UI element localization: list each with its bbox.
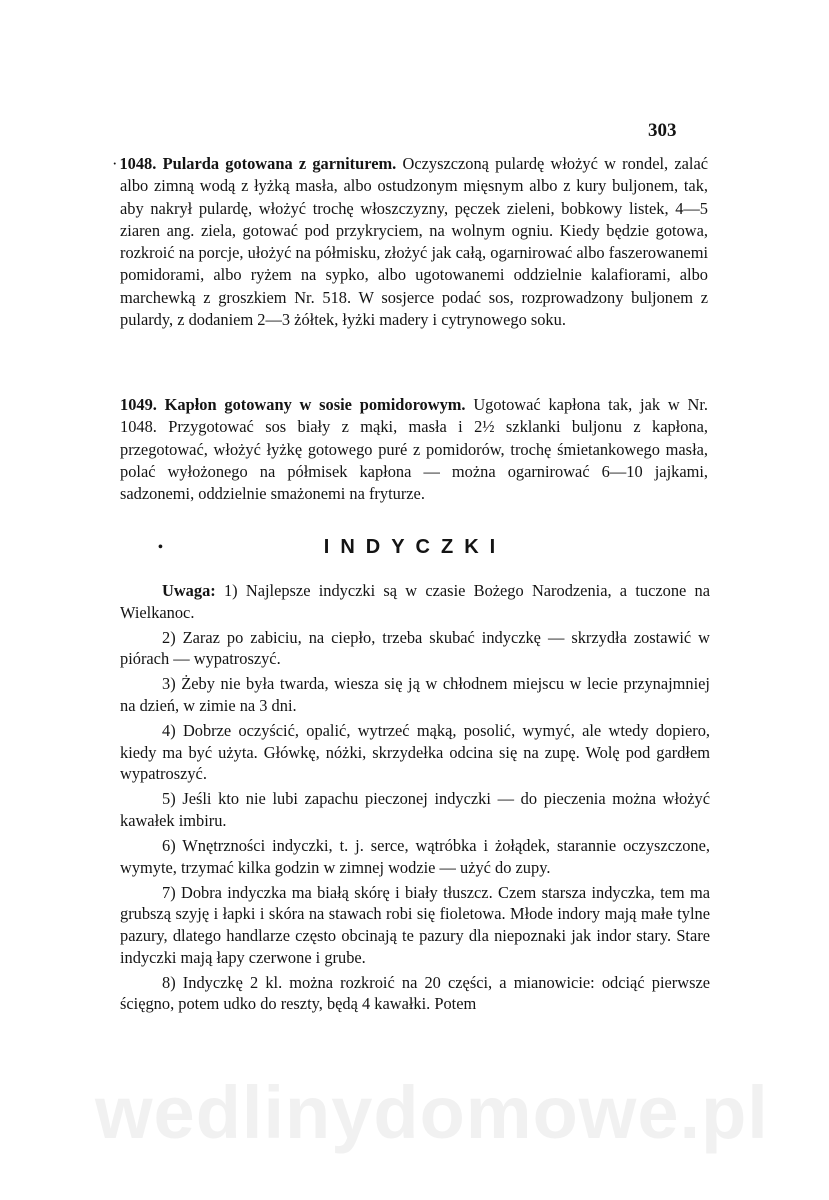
- recipe-1049: [120, 394, 708, 505]
- recipe-marker: ·: [112, 154, 118, 173]
- note-item: 5) Jeśli kto nie lubi zapachu pieczonej indyczki — do pieczenia można włożyć kawałek imbiru.: [120, 789, 710, 830]
- note-item: 6) Wnętrzności indyczki, t. j. serce, wątróbka i żołądek, starannie oczyszczone, wymyte, trzymać kilka godzin w zimnej wodzie — użyć do zupy.: [120, 836, 710, 877]
- note-label: Uwaga:: [162, 581, 216, 600]
- recipe-1048-body: Oczyszczoną pulardę włożyć w rondel, zalać albo zimną wodą z łyżką masła, albo ostudzonym mięsnym albo z kury buljonem, tak, aby nakrył pulardę, włożyć trochę włoszczyzny, pęczek zieleni, bobkowy listek, 4—5 ziaren ang. ziela, gotować pod przykryciem, na wolnym ogniu. Kiedy będzie gotowa, rozkroić na porcje, ułożyć na półmisku, złożyć jak całą, ogarnirować albo faszerowanemi pomidorami, albo ryżem na sypko, albo ugotowanemi oddzielnie kalafiorami, albo marchewką z groszkiem Nr. 518. W sosjerce podać sos, rozprowadzony buljonem z pulardy, z dodaniem 2—3 żółtek, łyżki madery i cytrynowego soku.: [120, 154, 708, 330]
- note-item: 3) Żeby nie była twarda, wiesza się ją w chłodnem miejscu w lecie przynajmniej na dzień, w zimie na 3 dni.: [120, 674, 710, 715]
- note-item: 2) Zaraz po zabiciu, na ciepło, trzeba skubać indyczkę — skrzydła zostawić w piórach — wypatroszyć.: [120, 627, 710, 669]
- heading-bullet: •: [158, 540, 163, 555]
- recipe-1048-title: 1048. Pularda gotowana z garniturem.: [119, 154, 397, 173]
- note-item: 4) Dobrze oczyścić, opalić, wytrzeć mąką, posolić, wymyć, ale wtedy dopiero, kiedy ma być użyta. Główkę, nóżki, skrzydełka odcina się na zupę. Wolę pod gardłem wypatroszyć.: [120, 721, 710, 784]
- section-heading: INDYCZKI: [323, 536, 507, 558]
- note-text: 1) Najlepsze indyczki są w czasie Bożego Narodzenia, a tuczone na Wielkanoc.: [120, 581, 710, 622]
- recipe-1049-body: Ugotować kapłona tak, jak w Nr. 1048. Przygotować sos biały z mąki, masła i 2½ szklanki buljonu z kapłona, przegotować, włożyć łyżkę gotowego puré z pomidorów, trochę śmietankowego masła, polać wyłożonego na półmisek kapłona — można ogarnirować 6—10 jajkami, sadzonemi, oddzielnie smażonemi na fryturze.: [120, 395, 708, 504]
- watermark: wedlinydomowe.pl: [95, 1071, 769, 1154]
- note-item: 7) Dobra indyczka ma białą skórę i biały tłuszcz. Czem starsza indyczka, tem ma grubszą szyję i łapki i skóra na stawach robi się fioletowa. Młode indory mają małe tylne pazury, dlatego handlarze często obcinają te pazury dla niepoznaki jak indor stary. Stare indyczki mają łapy czerwone i grube.: [120, 882, 710, 967]
- notes-list: [120, 580, 710, 1018]
- recipe-1048: [112, 153, 708, 331]
- note-item: 8) Indyczkę 2 kl. można rozkroić na 20 części, a mianowicie: odciąć pierwsze ścięgno, potem udko do reszty, będą 4 kawałki. Potem: [120, 972, 710, 1014]
- recipe-1049-title: 1049. Kapłon gotowany w sosie pomidorowym.: [120, 395, 466, 414]
- note-item: [120, 580, 710, 623]
- page-number: 303: [648, 120, 677, 141]
